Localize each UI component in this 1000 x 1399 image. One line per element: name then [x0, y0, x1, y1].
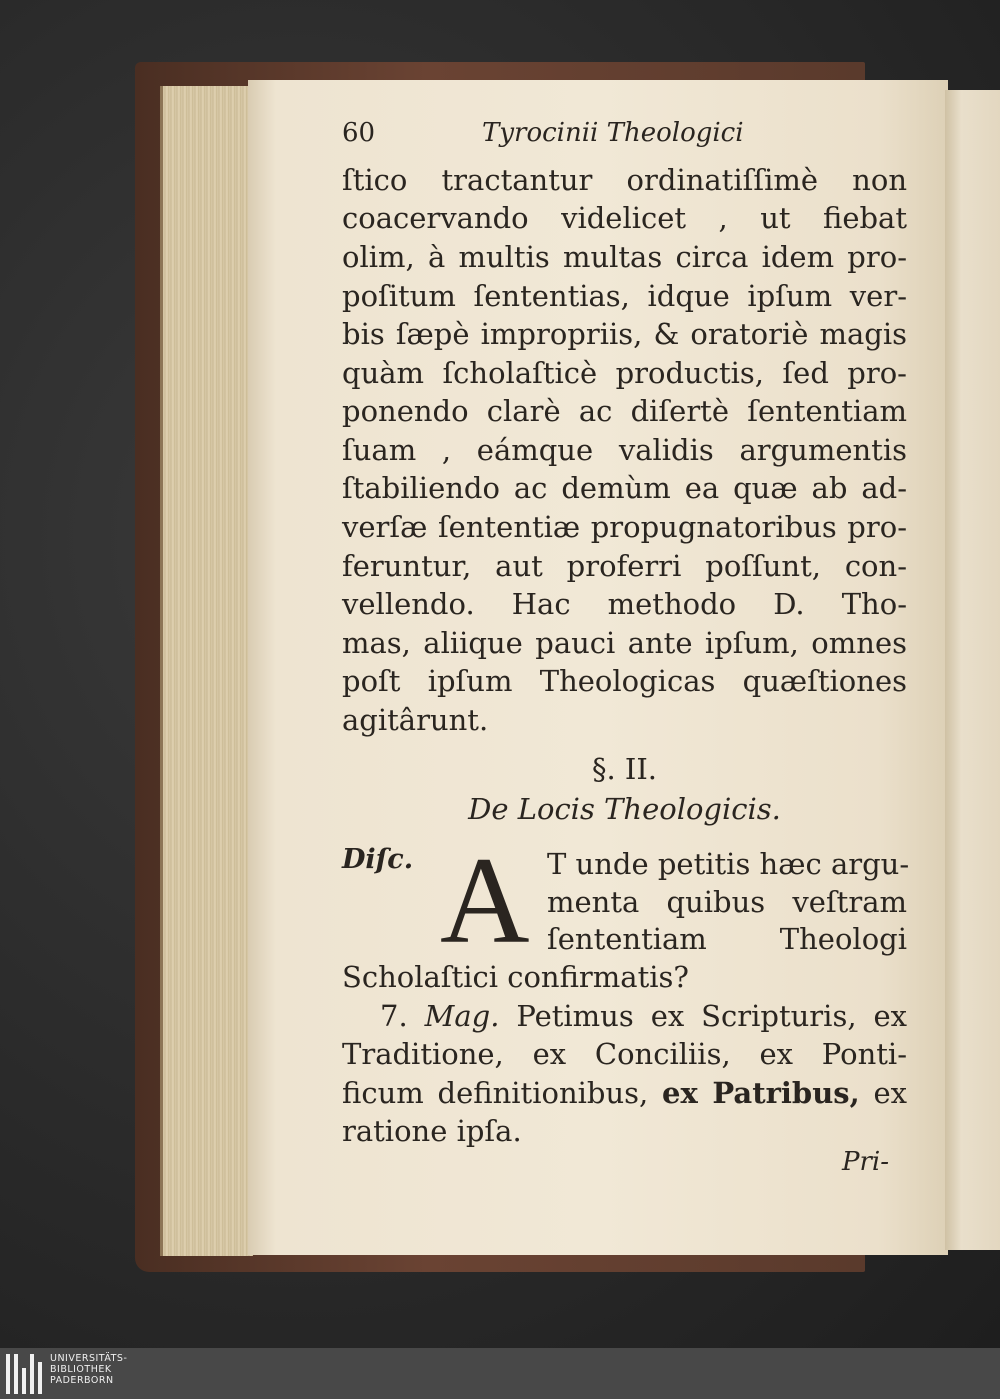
paragraph-number: 7. — [380, 999, 408, 1033]
text-line: verſæ ſententiæ propugnatoribus pro- — [342, 510, 907, 544]
text-line: ſtabiliendo ac demùm ea quæ ab ad- — [342, 471, 907, 505]
text-line: bis ſæpè impropriis, & oratoriè magis — [342, 317, 907, 351]
logo-line: BIBLIOTHEK — [50, 1364, 112, 1375]
text-line: quàm ſcholaſticè productis, ſed pro- — [342, 356, 907, 390]
catchword: Pri- — [842, 1147, 890, 1177]
text-line: feruntur, aut proferri poſſunt, con- — [342, 549, 907, 583]
text-line: T unde petitis hæc argu- — [547, 847, 910, 881]
text-line: poſt ipſum Theologicas quæſtiones — [342, 664, 907, 698]
text-line — [342, 1075, 907, 1111]
text-line — [380, 998, 907, 1034]
section-title: De Locis Theologicis. — [468, 792, 781, 826]
facing-page-edge — [945, 90, 1000, 1250]
text-span: ficum definitionibus, — [342, 1076, 649, 1110]
text-line: mas, aliique pauci ante ipſum, omnes — [342, 626, 907, 660]
text-line: ſuam , eámque validis argumentis — [342, 433, 907, 467]
text-line: Traditione, ex Conciliis, ex Ponti- — [342, 1037, 907, 1071]
text-line: ponendo clarè ac diſertè ſententiam — [342, 394, 907, 428]
logo-line: UNIVERSITÄTS- — [50, 1353, 128, 1364]
text-line: ſententiam Theologi — [547, 922, 907, 956]
library-logo-text — [50, 1353, 127, 1386]
speaker-disc: Diſc. — [342, 844, 414, 875]
library-logo-icon — [6, 1354, 46, 1394]
text-line: coacervando videlicet , ut fiebat — [342, 201, 907, 235]
text-line: agitârunt. — [342, 703, 489, 737]
logo-line: PADERBORN — [50, 1375, 114, 1386]
text-line: vellendo. Hac methodo D. Tho- — [342, 587, 907, 621]
text-span-bold: ex Patribus, — [662, 1076, 860, 1110]
page-number: 60 — [342, 118, 376, 148]
text-line: ſtico tractantur ordinatiſſimè non — [342, 163, 907, 197]
page-edges — [160, 86, 253, 1256]
speaker-mag: Mag. — [424, 999, 500, 1033]
drop-cap: A — [440, 832, 530, 969]
text-line: olim, à multis multas circa idem pro- — [342, 240, 907, 274]
text-line: ratione ipſa. — [342, 1114, 522, 1148]
text-line: Scholaſtici confirmatis? — [342, 960, 689, 994]
library-footer — [0, 1348, 1000, 1399]
page-header — [342, 118, 782, 158]
text-span: Petimus ex Scripturis, ex — [516, 999, 908, 1033]
section-number: §. II. — [591, 752, 658, 786]
text-line: poſitum ſententias, idque ipſum ver- — [342, 279, 907, 313]
text-span: ex — [873, 1076, 908, 1110]
running-head: Tyrocinii Theologici — [482, 118, 744, 148]
text-line: menta quibus veſtram — [547, 885, 907, 919]
